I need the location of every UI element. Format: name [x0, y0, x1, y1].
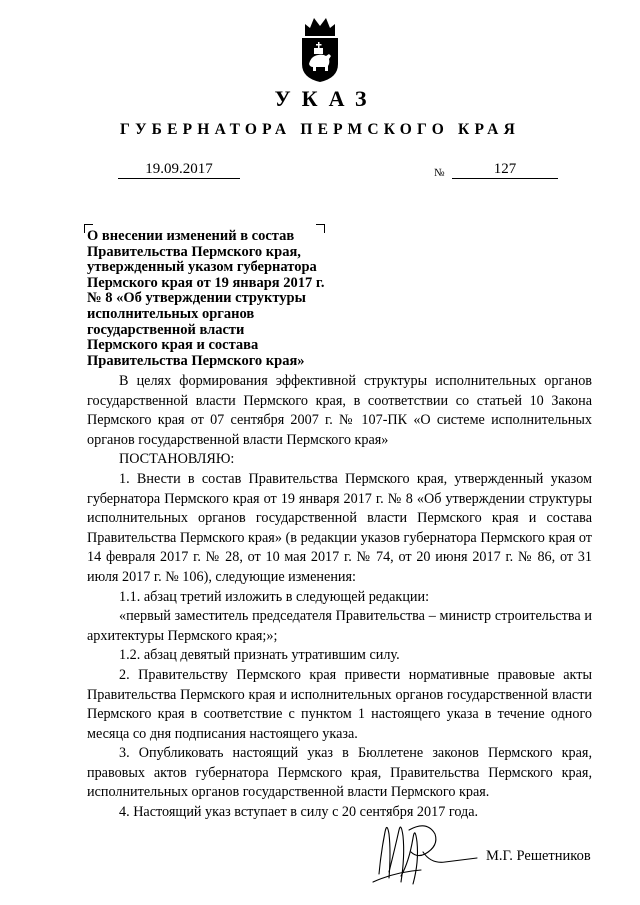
subject-line: О внесении изменений в состав: [87, 228, 295, 244]
issuer-subtitle: ГУБЕРНАТОРА ПЕРМСКОГО КРАЯ: [120, 121, 520, 138]
subject-line: № 8 «Об утверждении структуры: [87, 290, 306, 307]
clause-1-1-text-paragraph: «первый заместитель председателя Правительства – министр строительства и архитектуры Пермского края;»;: [87, 608, 592, 644]
clause-3-paragraph: 3. Опубликовать настоящий указ в Бюллетене законов Пермского края, правовых актов губернатора Пермского края, Правительства Пермского края, исполнительных органов государственной власти Пермского края.: [87, 745, 592, 801]
number-label: №: [434, 167, 445, 179]
document-subject-title: [87, 229, 387, 369]
subject-line: Правительства Пермского края»: [87, 352, 305, 369]
document-date: 19.09.2017: [118, 160, 240, 179]
document-body: [87, 372, 592, 823]
document-type-title: УКАЗ: [274, 86, 378, 111]
document-number: 127: [452, 160, 558, 179]
subject-line: государственной власти: [87, 321, 245, 338]
subject-line: утвержденный указом губернатора: [87, 259, 317, 276]
clause-2-paragraph: 2. Правительству Пермского края привести нормативные правовые акты Правительства Пермского края и исполнительных органов государственной власти Пермского края в соответствие с пунктом 1 настоящего указа в течение одного месяца со дня подписания настоящего указа.: [87, 666, 592, 742]
subject-line: Правительства Пермского края,: [87, 243, 301, 260]
subject-line: Пермского края и состава: [87, 337, 259, 354]
handwritten-signature: [365, 812, 485, 892]
clause-1-paragraph: 1. Внести в состав Правительства Пермского края, утвержденный указом губернатора Пермского края от 19 января 2017 г. № 8 «Об утверждении структуры исполнительных органов государственной власти Пермского края и состава Правительства Пермского края» (в редакции указов губернатора Пермского края от 14 февраля 2017 г. № 28, от 10 мая 2017 г. № 74, от 20 июня 2017 г. № 86, от 31 июля 2017 г. № 106), следующие изменения:: [87, 470, 592, 585]
subject-line: исполнительных органов: [87, 305, 255, 322]
subject-line: Пермского края от 19 января 2017 г.: [87, 274, 325, 291]
perm-krai-coat-of-arms-icon: [299, 14, 341, 84]
clause-1-1-paragraph: 1.1. абзац третий изложить в следующей редакции:: [119, 588, 430, 605]
clause-4-paragraph: 4. Настоящий указ вступает в силу с 20 сентября 2017 года.: [119, 804, 479, 821]
preamble-paragraph: В целях формирования эффективной структуры исполнительных органов государственной власти Пермского края, в соответствии со статьей 10 Закона Пермского края от 07 сентября 2007 г. № 107-ПК «О системе исполнительных органов государственной власти Пермского края»: [87, 373, 592, 448]
decree-word: ПОСТАНОВЛЯЮ:: [119, 451, 235, 468]
signer-name: М.Г. Решетников: [486, 848, 591, 864]
clause-1-2-paragraph: 1.2. абзац девятый признать утратившим силу.: [119, 647, 400, 664]
